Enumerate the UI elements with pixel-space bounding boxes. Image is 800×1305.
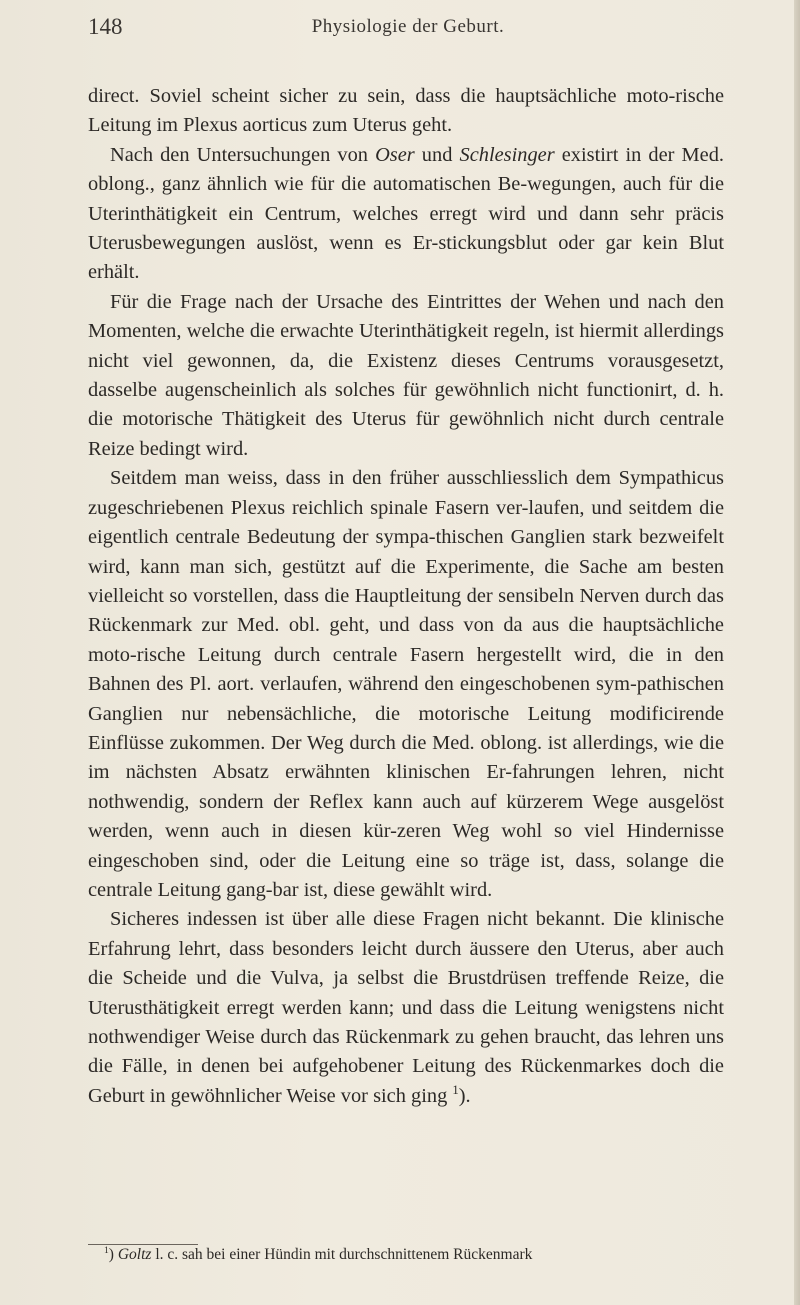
footnote-reference[interactable]: 1	[452, 1083, 459, 1098]
paragraph-text: und	[414, 143, 460, 166]
paragraph	[88, 905, 724, 1111]
footnote-marker-suffix: )	[108, 1246, 114, 1263]
footnote	[104, 1245, 724, 1265]
paragraph	[88, 141, 724, 288]
running-head: Physiologie der Geburt.	[311, 16, 505, 37]
author-name: Oser	[375, 143, 415, 166]
paragraph-text: Nach den Untersuchungen von	[110, 143, 376, 166]
paragraph-text: direct. Soviel scheint sicher zu sein, dass die hauptsächliche moto-rische Leitung im Plexus aorticus zum Uterus geht.	[88, 85, 724, 137]
paragraph-text: Für die Frage nach der Ursache des Eintrittes der Wehen und nach den Momenten, welche die erwachte Uterinthätigkeit regeln, ist hiermit allerdings nicht viel gewonnen, da, die Existenz dieses Centrums vorausgesetzt, dasselbe augenscheinlich als solches für gewöhnlich nicht functionirt, d. h. die motorische Thätigkeit des Uterus für gewöhnlich nicht durch centrale Reize bedingt wird.	[88, 290, 724, 460]
page-header	[88, 14, 728, 44]
footnote-text: l. c. sah bei einer Hündin mit durchschnittenem Rückenmark	[151, 1246, 533, 1263]
paragraph-text: existirt in der Med. oblong., ganz ähnlich wie für die automatischen Be-wegungen, auch für die Uterinthätigkeit ein Centrum, welches erregt wird und dann sehr präcis Uterusbewegungen auslöst, wenn es Er-stickungsblut oder gar kein Blut erhält.	[88, 143, 725, 284]
body-text	[88, 82, 724, 1111]
page-edge-shadow	[794, 0, 800, 1305]
paragraph-text: Sicheres indessen ist über alle diese Fragen nicht bekannt. Die klinische Erfahrung lehrt, dass besonders leicht durch äussere den Uterus, aber auch die Scheide und die Vulva, ja selbst die Brustdrüsen treffende Reize, die Uterusthätigkeit erregt werden kann; und dass die Leitung wenigstens nicht nothwendiger Weise durch das Rückenmark zu gehen braucht, das lehren uns die Fälle, in denen bei aufgehobener Leitung des Rückenmarkes doch die Geburt in gewöhnlicher Weise vor sich ging	[88, 908, 724, 1107]
paragraph-text: ).	[458, 1084, 471, 1107]
page-number: 148	[88, 14, 123, 39]
paragraph	[88, 288, 724, 464]
footnote-marker: 1	[104, 1244, 109, 1256]
author-name: Goltz	[117, 1246, 152, 1263]
paragraph	[88, 464, 724, 905]
paragraph-text: Seitdem man weiss, dass in den früher ausschliesslich dem Sympathicus zugeschriebenen Plexus reichlich spinale Fasern ver-laufen, und seitdem die eigentlich centrale Bedeutung der sympa-thischen Ganglien stark bezweifelt wird, kann man sich, gestützt auf die Experimente, die Sache am besten vielleicht so vorstellen, dass die Hauptleitung der sensibeln Nerven durch das Rückenmark zur Med. obl. geht, und dass von da aus die hauptsächliche moto-rische Leitung durch centrale Fasern hergestellt wird, die in den Bahnen des Pl. aort. verlaufen, während den eingeschobenen sym-pathischen Ganglien nur nebensächliche, die motorische Leitung modificirende Einflüsse zukommen. Der Weg durch die Med. oblong. ist allerdings, wie die im nächsten Absatz erwähnten klinischen Er-fahrungen lehren, nicht nothwendig, sondern der Reflex kann auch auf kürzerem Wege ausgelöst werden, wenn auch in diesen kür-zeren Weg wohl so viel Hindernisse eingeschoben sind, oder die Leitung eine so träge ist, dass, solange die centrale Leitung gang-bar ist, diese gewählt wird.	[88, 467, 724, 901]
paragraph	[88, 82, 724, 141]
author-name: Schlesinger	[459, 143, 555, 166]
